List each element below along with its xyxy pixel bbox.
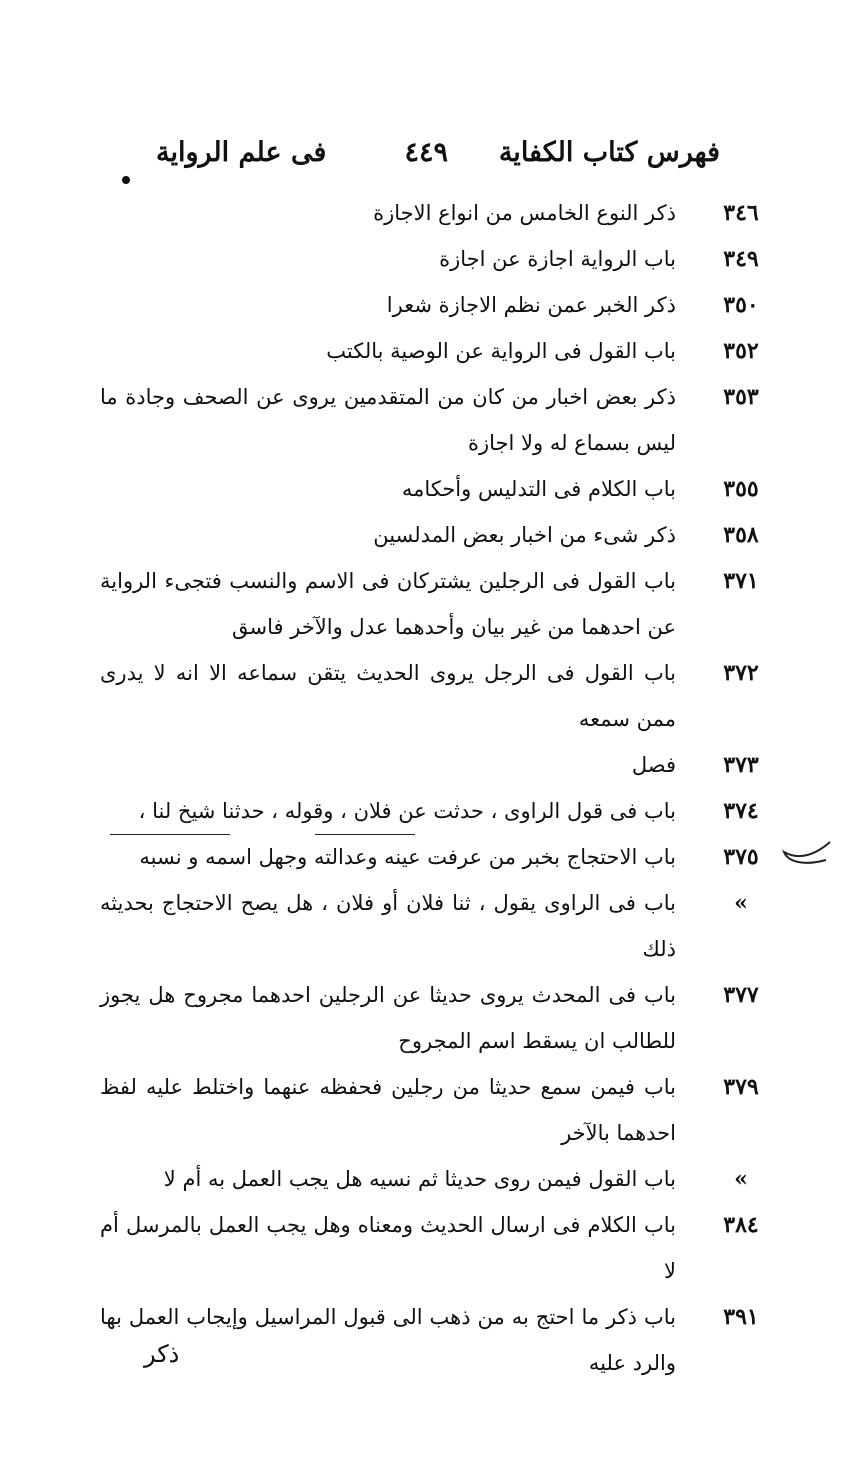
index-entry	[100, 512, 772, 558]
index-entry	[100, 558, 772, 650]
entry-text: باب القول فى الرجل يروى الحديث يتقن سماعه الا انه لا يدرى ممن سمعه	[100, 661, 676, 731]
index-entry	[100, 788, 772, 834]
index-entry	[100, 742, 772, 788]
entry-text: باب فى المحدث يروى حديثا عن الرجلين احدهما مجروح هل يجوز للطالب ان يسقط اسم المجروح	[100, 983, 676, 1053]
entry-page-number: ٣٥٣	[723, 384, 759, 410]
entry-page-number: ٣٧٤	[723, 798, 759, 824]
index-entries	[100, 190, 772, 1386]
entry-page-number: ٣٨٤	[723, 1212, 759, 1238]
entry-page-number: ٣٩١	[723, 1304, 759, 1330]
index-entry	[100, 650, 772, 742]
entry-page-number: ٣٧٥	[723, 844, 759, 870]
ink-dot	[122, 176, 130, 184]
entry-page-number: ٣٧١	[723, 568, 759, 594]
page-title: فهرس كتاب الكفاية	[498, 137, 720, 168]
entry-text: باب فيمن سمع حديثا من رجلين فحفظه عنهما واختلط عليه لفظ احدهما بالآخر	[100, 1075, 676, 1145]
entry-page-number: ٣٤٩	[723, 246, 759, 272]
entry-text: ذكر الخبر عمن نظم الاجازة شعرا	[386, 293, 676, 317]
index-entry	[100, 374, 772, 466]
entry-page-number: ٣٤٦	[723, 200, 759, 226]
entry-page-number: ٣٥٢	[723, 338, 759, 364]
entry-text: ذكر شىء من اخبار بعض المدلسين	[373, 523, 676, 547]
entry-page-number: »	[734, 1166, 748, 1192]
page-header	[120, 128, 740, 178]
catchword: ذكر	[144, 1340, 180, 1368]
entry-text: باب القول فى الرواية عن الوصية بالكتب	[326, 339, 676, 363]
entry-text: باب القول فيمن روى حديثا ثم نسيه هل يجب العمل به أم لا	[163, 1167, 676, 1191]
entry-text: باب القول فى الرجلين يشتركان فى الاسم والنسب فتجىء الرواية عن احدهما من غير بيان وأحدهما عدل والآخر فاسق	[100, 569, 676, 639]
index-entry	[100, 972, 772, 1064]
index-entry	[100, 328, 772, 374]
entry-text: ذكر بعض اخبار من كان من المتقدمين يروى عن الصحف وجادة ما ليس بسماع له ولا اجازة	[100, 385, 676, 455]
page-number: ٤٤٩	[404, 137, 448, 168]
entry-text: باب الاحتجاج بخبر من عرفت عينه وعدالته وجهل اسمه و نسبه	[139, 845, 676, 869]
entry-page-number: ٣٥٠	[723, 292, 759, 318]
page-subtitle: فى علم الرواية	[156, 137, 327, 168]
entry-page-number: ٣٧٩	[723, 1074, 759, 1100]
index-entry	[100, 880, 772, 972]
entry-text: باب الرواية اجازة عن اجازة	[439, 247, 676, 271]
index-entry	[100, 1294, 772, 1386]
entry-page-number: ٣٧٧	[723, 982, 759, 1008]
entry-text: ذكر النوع الخامس من انواع الاجازة	[373, 201, 676, 225]
pencil-rule	[315, 834, 415, 835]
index-entry	[100, 1156, 772, 1202]
index-entry	[100, 834, 772, 880]
entry-page-number: ٣٧٣	[723, 752, 759, 778]
entry-text: فصل	[631, 753, 676, 777]
index-entry	[100, 466, 772, 512]
entry-page-number: »	[734, 890, 748, 916]
index-entry	[100, 236, 772, 282]
index-entry	[100, 1064, 772, 1156]
entry-text: باب الكلام فى التدليس وأحكامه	[401, 477, 676, 501]
entry-text: باب فى قول الراوى ، حدثت عن فلان ، وقوله ، حدثنا شيخ لنا ،	[138, 799, 676, 823]
margin-mark-icon	[780, 836, 832, 876]
entry-text: باب ذكر ما احتج به من ذهب الى قبول المراسيل وإيجاب العمل بها والرد عليه	[100, 1305, 676, 1375]
index-entry	[100, 190, 772, 236]
entry-page-number: ٣٥٨	[723, 522, 759, 548]
entry-text: باب فى الراوى يقول ، ثنا فلان أو فلان ، هل يصح الاحتجاج بحديثه ذلك	[100, 891, 676, 961]
entry-page-number: ٣٧٢	[723, 660, 759, 686]
index-entry	[100, 1202, 772, 1294]
index-entry	[100, 282, 772, 328]
pencil-rule	[110, 834, 230, 835]
entry-page-number: ٣٥٥	[723, 476, 759, 502]
entry-text: باب الكلام فى ارسال الحديث ومعناه وهل يجب العمل بالمرسل أم لا	[100, 1213, 676, 1283]
